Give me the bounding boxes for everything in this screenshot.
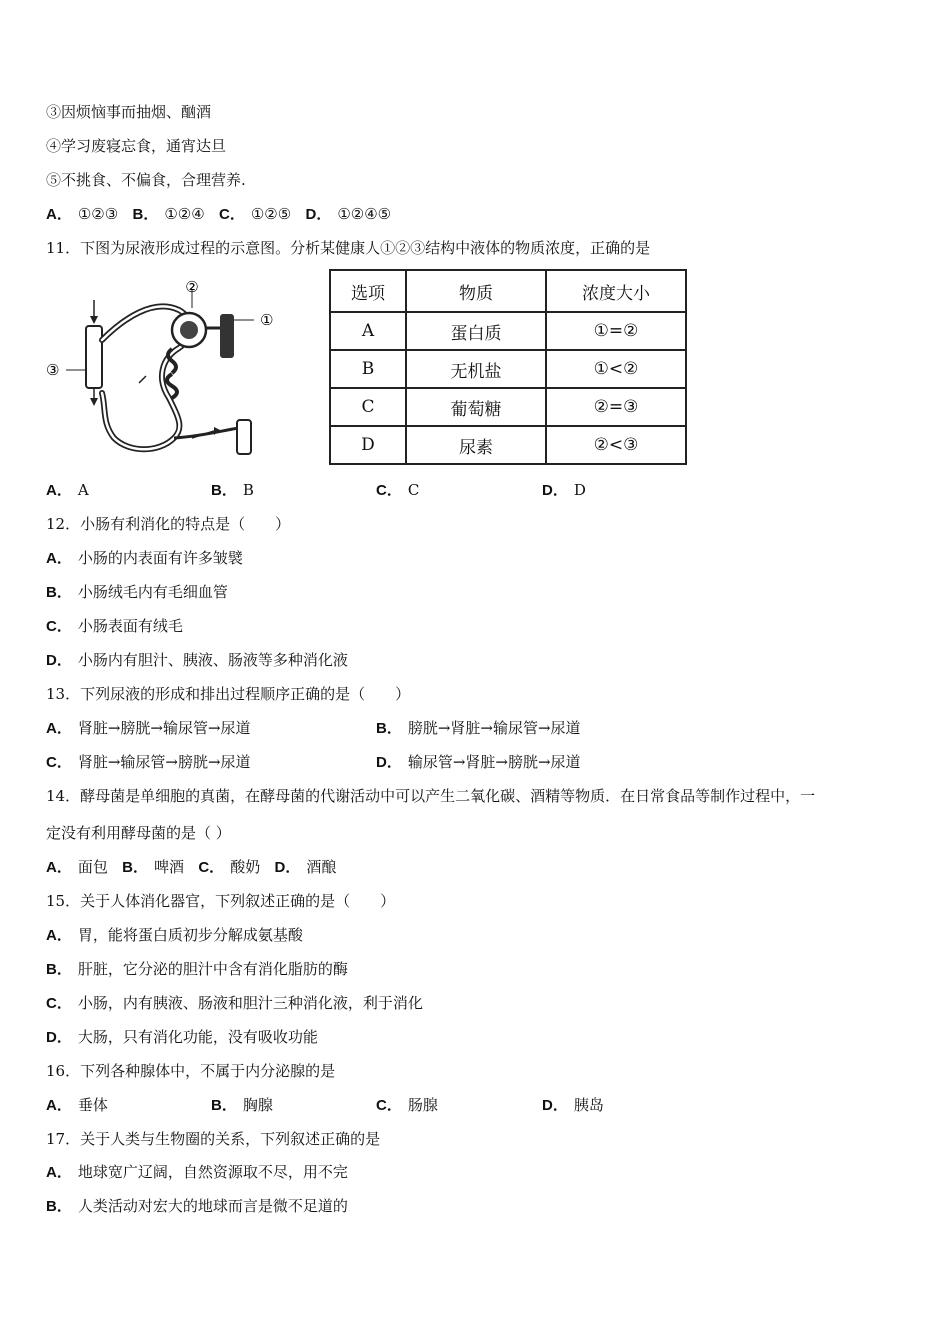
table-row — [330, 388, 686, 426]
table-cell: 尿素 — [406, 426, 546, 464]
q13-stem: 13．下列尿液的形成和排出过程顺序正确的是（ ） — [46, 685, 411, 703]
table-cell: 无机盐 — [406, 350, 546, 388]
q11-option-d[interactable]: D． D — [542, 481, 586, 499]
header-substance: 物质 — [406, 270, 546, 312]
header-concentration: 浓度大小 — [546, 270, 686, 312]
q12-option-c[interactable]: C． 小肠表面有绒毛 — [46, 617, 183, 635]
label-two: ② — [185, 278, 199, 296]
q14-stem-line-1: 14．酵母菌是单细胞的真菌，在酵母菌的代谢活动中可以产生二氧化碳、酒精等物质．在日常食品等制作过程中，一 — [46, 787, 816, 805]
blood-vessel-shape — [220, 314, 234, 358]
table-cell: 蛋白质 — [406, 312, 546, 350]
q15-option-b[interactable]: B． 肝脏，它分泌的胆汁中含有消化脂肪的酶 — [46, 960, 348, 978]
q17-option-a[interactable]: A． 地球宽广辽阔，自然资源取不尽，用不完 — [46, 1163, 348, 1181]
table-header-row — [330, 270, 686, 312]
q13-option-d[interactable]: D． 输尿管→肾脏→膀胱→尿道 — [376, 753, 581, 771]
q10-option-d[interactable]: D． ①②④⑤ — [305, 205, 392, 223]
q11-option-a[interactable]: A． A — [46, 481, 89, 499]
table-cell: ②=③ — [546, 388, 686, 426]
q13-option-a[interactable]: A． 肾脏→膀胱→输尿管→尿道 — [46, 719, 251, 737]
q12-option-b[interactable]: B． 小肠绒毛内有毛细血管 — [46, 583, 228, 601]
q16-option-c[interactable]: C． 肠腺 — [376, 1096, 438, 1114]
q15-option-d[interactable]: D． 大肠，只有消化功能，没有吸收功能 — [46, 1028, 318, 1046]
q10-option-c[interactable]: C． ①②⑤ — [219, 205, 292, 223]
q15-option-c[interactable]: C． 小肠，内有胰液、肠液和胆汁三种消化液，利于消化 — [46, 994, 423, 1012]
q10-item-3: ③因烦恼事而抽烟、酗酒 — [46, 103, 212, 121]
q14-option-b[interactable]: B． 啤酒 — [122, 858, 185, 876]
q10-options — [46, 204, 391, 225]
label-one: ① — [260, 311, 274, 329]
concentration-table — [329, 269, 687, 465]
q14-option-c[interactable]: C． 酸奶 — [198, 858, 261, 876]
q11-option-b[interactable]: B． B — [211, 481, 254, 499]
q10-option-b[interactable]: B． ①②④ — [132, 205, 205, 223]
q16-option-d[interactable]: D． 胰岛 — [542, 1096, 604, 1114]
nephron-diagram — [44, 278, 274, 468]
q14-option-d[interactable]: D． 酒酿 — [274, 858, 337, 876]
table-cell: C — [330, 388, 406, 426]
table-cell: A — [330, 312, 406, 350]
collecting-duct-shape — [86, 326, 102, 388]
q12-option-a[interactable]: A． 小肠的内表面有许多皱襞 — [46, 549, 243, 567]
table-cell: ①<② — [546, 350, 686, 388]
table-row — [330, 350, 686, 388]
q14-option-a[interactable]: A． 面包 — [46, 858, 108, 876]
table-row — [330, 426, 686, 464]
q12-option-d[interactable]: D． 小肠内有胆汁、胰液、肠液等多种消化液 — [46, 651, 348, 669]
q11-option-c[interactable]: C． C — [376, 481, 420, 499]
table-cell: D — [330, 426, 406, 464]
q17-option-b[interactable]: B． 人类活动对宏大的地球而言是微不足道的 — [46, 1197, 348, 1215]
q10-item-5: ⑤不挑食、不偏食，合理营养. — [46, 171, 246, 189]
q15-option-a[interactable]: A． 胃，能将蛋白质初步分解成氨基酸 — [46, 926, 303, 944]
q13-option-b[interactable]: B． 膀胱→肾脏→输尿管→尿道 — [376, 719, 581, 737]
table-cell: ①=② — [546, 312, 686, 350]
q16-option-a[interactable]: A． 垂体 — [46, 1096, 108, 1114]
q17-stem: 17．关于人类与生物圈的关系，下列叙述正确的是 — [46, 1130, 381, 1148]
q10-option-a[interactable]: A． ①②③ — [46, 205, 119, 223]
table-row — [330, 312, 686, 350]
q14-options — [46, 857, 336, 878]
q15-stem: 15．关于人体消化器官，下列叙述正确的是（ ） — [46, 892, 396, 910]
q16-option-b[interactable]: B． 胸腺 — [211, 1096, 273, 1114]
table-cell: B — [330, 350, 406, 388]
header-option: 选项 — [330, 270, 406, 312]
q16-stem: 16．下列各种腺体中，不属于内分泌腺的是 — [46, 1062, 336, 1080]
table-cell: 葡萄糖 — [406, 388, 546, 426]
q14-stem-line-2: 定没有利用酵母菌的是（ ） — [46, 824, 231, 842]
q11-stem: 11．下图为尿液形成过程的示意图。分析某健康人①②③结构中液体的物质浓度，正确的是 — [46, 239, 651, 257]
table-cell: ②<③ — [546, 426, 686, 464]
q10-item-4: ④学习废寝忘食，通宵达旦 — [46, 137, 227, 155]
q12-stem: 12．小肠有利消化的特点是（ ） — [46, 515, 291, 533]
q13-option-c[interactable]: C． 肾脏→输尿管→膀胱→尿道 — [46, 753, 251, 771]
label-three: ③ — [46, 361, 60, 379]
